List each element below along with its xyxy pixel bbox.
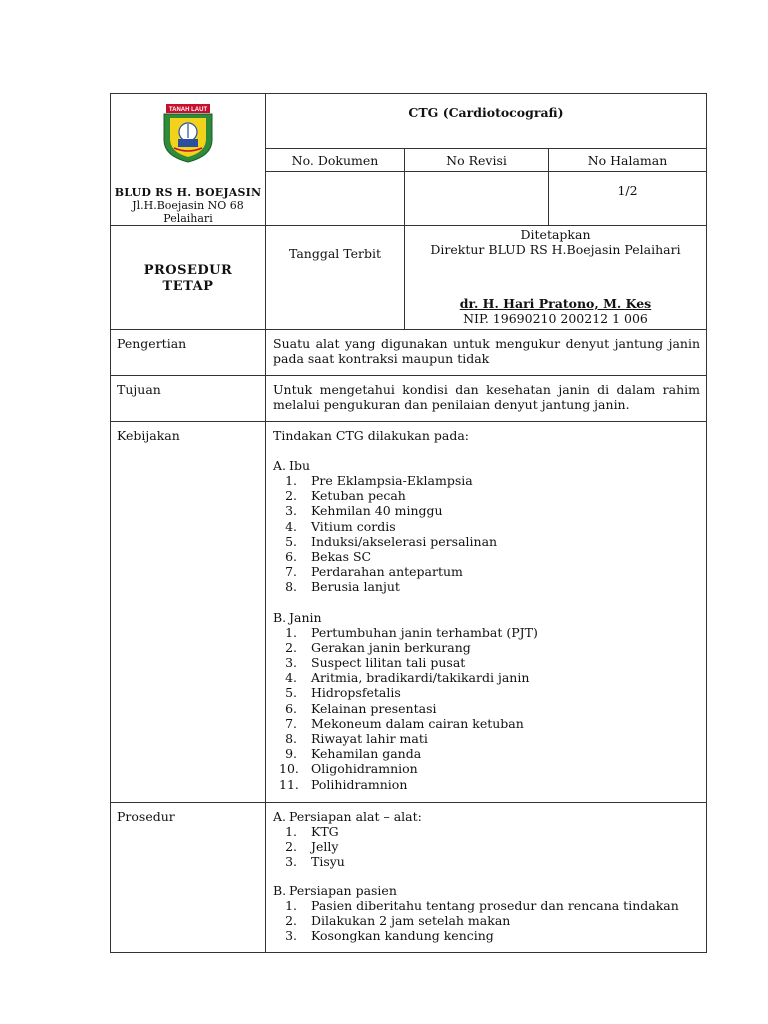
list-item: 5. Induksi/akselerasi persalinan [285,533,498,549]
col-no-dokumen: No. Dokumen [266,149,405,171]
kebijakan-intro: Tindakan CTG dilakukan pada: [273,428,469,443]
list-item: 1. Pasien diberitahu tentang prosedur dan rencana tindakan [285,897,679,913]
list-item: 5. Hidropsfetalis [285,685,401,701]
pengertian-text: Suatu alat yang digunakan untuk mengukur denyut jantung janin pada saat kontraksi maupun tidak [266,330,707,376]
col-no-halaman: No Halaman [549,149,707,171]
procedure-title-line1: PROSEDUR [143,262,233,278]
janin-list [273,625,700,792]
list-item: 6. Kelainan presentasi [285,700,437,716]
janin-heading: B. Janin [273,609,322,625]
list-item: 6. Bekas SC [285,549,372,565]
sop-document [110,93,706,953]
list-item: 3. Kosongkan kandung kencing [285,928,494,944]
procedure-title-line2: TETAP [162,278,214,294]
alat-heading: A. Persiapan alat – alat: [273,809,422,824]
list-item: 9. Kehamilan ganda [285,746,422,762]
col-no-revisi: No Revisi [405,149,549,171]
pengertian-label: Pengertian [111,330,266,376]
val-no-dokumen [266,171,405,225]
tujuan-text: Untuk mengetahui kondisi dan kesehatan janin di dalam rahim melalui pengukuran dan penilaian denyut jantung janin. [266,376,707,422]
ibu-heading: A. Ibu [273,458,310,473]
val-no-halaman: 1/2 [549,171,707,225]
ibu-list [273,473,700,595]
list-item: 11. Polihidramnion [279,776,408,792]
list-item: 7. Mekoneum dalam cairan ketuban [285,715,524,731]
kebijakan-label: Kebijakan [111,422,266,803]
list-item: 1. Pre Eklampsia-Eklampsia [285,473,473,488]
prosedur-label: Prosedur [111,803,266,953]
list-item: 10. Oligohidramnion [279,761,418,777]
signatory-nip: NIP. 19690210 200212 1 006 [463,311,648,326]
svg-text:TANAH LAUT: TANAH LAUT [168,107,208,113]
list-item: 8. Riwayat lahir mati [285,731,428,747]
procedure-type-cell [111,226,266,330]
hospital-city: Pelaihari [163,212,213,225]
hospital-logo-icon [160,102,216,164]
list-item: 1. Pertumbuhan janin terhambat (PJT) [285,624,538,640]
kebijakan-content [266,422,707,803]
doc-title-cell [266,94,707,149]
list-item: 2. Gerakan janin berkurang [285,639,471,655]
val-no-revisi [405,171,549,225]
hospital-name: BLUD RS H. BOEJASIN [114,186,262,199]
list-item: 7. Perdarahan antepartum [285,564,463,580]
list-item: 4. Vitium cordis [285,518,396,534]
list-item: 4. Aritmia, bradikardi/takikardi janin [285,670,530,686]
list-item: 2. Jelly [285,839,339,855]
pasien-heading: B. Persiapan pasien [273,882,397,898]
direktur-label: Direktur BLUD RS H.Boejasin Pelaihari [430,242,681,257]
prosedur-content [266,803,707,953]
list-item: 3. Tisyu [285,854,345,870]
doc-title: CTG (Cardiotocografi) [408,104,564,120]
approval-cell [405,226,707,330]
hospital-address: Jl.H.Boejasin NO 68 [132,199,244,212]
list-item: 1. KTG [285,824,339,839]
list-item: 2. Dilakukan 2 jam setelah makan [285,912,511,928]
alat-list [273,824,700,870]
ditetapkan-label: Ditetapkan [520,227,591,242]
sop-table [110,93,707,953]
list-item: 2. Ketuban pecah [285,488,406,504]
tanggal-terbit: Tanggal Terbit [266,226,405,330]
hospital-cell [111,94,266,226]
list-item: 3. Suspect lilitan tali pusat [285,655,466,671]
list-item: 8. Berusia lanjut [285,579,400,595]
tujuan-label: Tujuan [111,376,266,422]
pasien-list [273,898,700,944]
signatory-name: dr. H. Hari Pratono, M. Kes [459,296,652,311]
list-item: 3. Kehmilan 40 minggu [285,503,443,519]
